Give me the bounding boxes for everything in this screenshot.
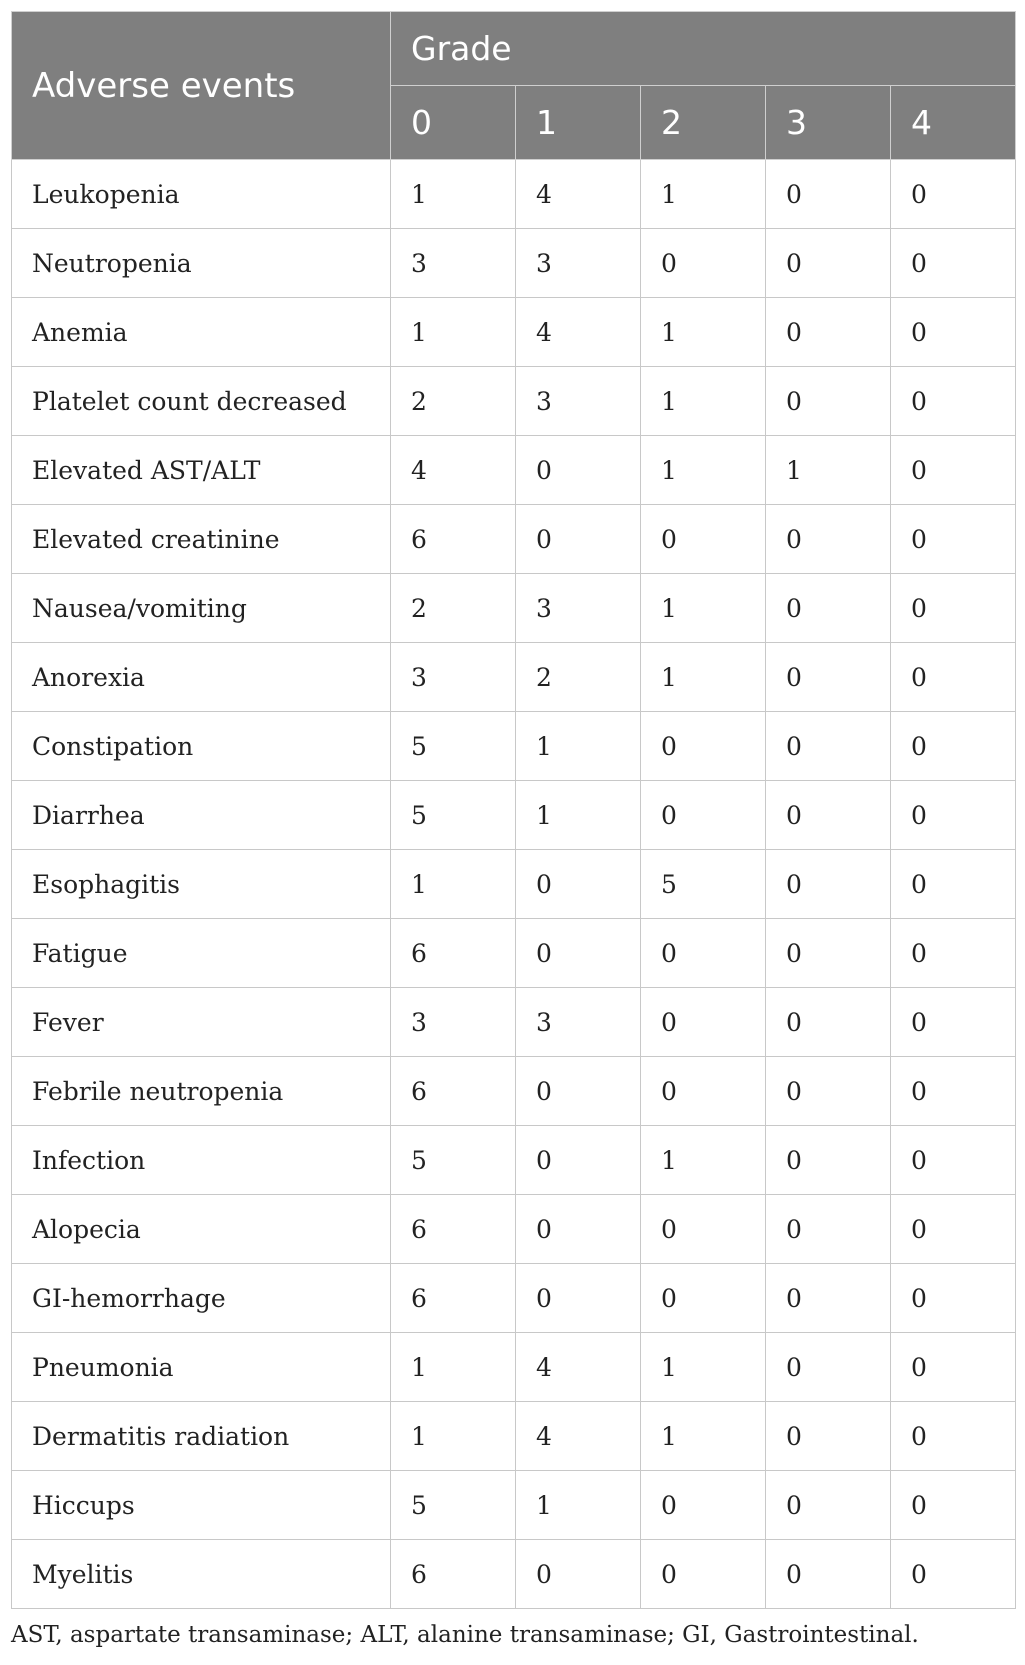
table-row [12, 1057, 1016, 1126]
adverse-event-name: GI-hemorrhage [12, 1264, 391, 1333]
grade-3-count: 0 [766, 298, 891, 367]
adverse-event-name: Esophagitis [12, 850, 391, 919]
grade-2-count: 0 [641, 919, 766, 988]
adverse-events-table-container [11, 11, 1015, 1609]
grade-4-count: 0 [891, 436, 1016, 505]
grade-3-count: 0 [766, 781, 891, 850]
grade-2-count: 1 [641, 298, 766, 367]
adverse-event-name: Leukopenia [12, 160, 391, 229]
adverse-event-name: Platelet count decreased [12, 367, 391, 436]
grade-0-count: 2 [391, 574, 516, 643]
grade-1-count: 4 [516, 1333, 641, 1402]
adverse-event-name: Diarrhea [12, 781, 391, 850]
grade-4-count: 0 [891, 712, 1016, 781]
grade-0-count: 6 [391, 1264, 516, 1333]
grade-4-count: 0 [891, 1333, 1016, 1402]
grade-2-count: 1 [641, 574, 766, 643]
grade-3-count: 0 [766, 574, 891, 643]
adverse-event-name: Infection [12, 1126, 391, 1195]
table-row [12, 505, 1016, 574]
grade-3-count: 0 [766, 1402, 891, 1471]
adverse-events-column-header: Adverse events [12, 12, 391, 160]
table-header [12, 12, 1016, 160]
grade-3-count: 0 [766, 988, 891, 1057]
table-body [12, 160, 1016, 1609]
grade-0-count: 3 [391, 229, 516, 298]
grade-3-count: 0 [766, 850, 891, 919]
grade-3-count: 0 [766, 643, 891, 712]
grade-1-count: 0 [516, 505, 641, 574]
table-row [12, 160, 1016, 229]
grade-2-count: 0 [641, 712, 766, 781]
adverse-events-table [11, 11, 1016, 1609]
grade-3-count: 0 [766, 1126, 891, 1195]
grade-4-count: 0 [891, 1471, 1016, 1540]
table-row [12, 1402, 1016, 1471]
grade-2-count: 0 [641, 505, 766, 574]
grade-2-count: 0 [641, 1057, 766, 1126]
grade-1-count: 0 [516, 919, 641, 988]
adverse-event-name: Myelitis [12, 1540, 391, 1609]
grade-4-count: 0 [891, 1126, 1016, 1195]
grade-1-count: 1 [516, 712, 641, 781]
grade-3-count: 0 [766, 1057, 891, 1126]
grade-2-header: 2 [641, 86, 766, 160]
adverse-event-name: Anorexia [12, 643, 391, 712]
grade-1-count: 1 [516, 781, 641, 850]
table-row [12, 712, 1016, 781]
grade-1-count: 4 [516, 160, 641, 229]
grade-0-count: 1 [391, 160, 516, 229]
grade-4-count: 0 [891, 160, 1016, 229]
grade-1-count: 0 [516, 1126, 641, 1195]
grade-4-header: 4 [891, 86, 1016, 160]
grade-2-count: 0 [641, 1471, 766, 1540]
table-row [12, 229, 1016, 298]
grade-3-count: 0 [766, 1471, 891, 1540]
grade-3-header: 3 [766, 86, 891, 160]
grade-2-count: 5 [641, 850, 766, 919]
grade-2-count: 0 [641, 781, 766, 850]
table-row [12, 1264, 1016, 1333]
grade-1-count: 3 [516, 988, 641, 1057]
grade-1-count: 0 [516, 850, 641, 919]
grade-4-count: 0 [891, 643, 1016, 712]
grade-4-count: 0 [891, 298, 1016, 367]
grade-0-count: 6 [391, 1540, 516, 1609]
grade-4-count: 0 [891, 1402, 1016, 1471]
table-row [12, 1195, 1016, 1264]
grade-4-count: 0 [891, 919, 1016, 988]
grade-0-count: 5 [391, 1471, 516, 1540]
adverse-event-name: Pneumonia [12, 1333, 391, 1402]
grade-0-header: 0 [391, 86, 516, 160]
grade-1-count: 0 [516, 436, 641, 505]
grade-1-count: 0 [516, 1057, 641, 1126]
table-row [12, 919, 1016, 988]
adverse-event-name: Fever [12, 988, 391, 1057]
table-row [12, 1126, 1016, 1195]
grade-4-count: 0 [891, 1057, 1016, 1126]
grade-1-count: 0 [516, 1195, 641, 1264]
grade-2-count: 0 [641, 1195, 766, 1264]
grade-0-count: 1 [391, 1402, 516, 1471]
table-row [12, 988, 1016, 1057]
grade-4-count: 0 [891, 988, 1016, 1057]
grade-group-header: Grade [391, 12, 1016, 86]
grade-1-count: 3 [516, 229, 641, 298]
grade-0-count: 5 [391, 781, 516, 850]
grade-1-count: 3 [516, 574, 641, 643]
table-row [12, 850, 1016, 919]
grade-0-count: 6 [391, 1195, 516, 1264]
adverse-event-name: Dermatitis radiation [12, 1402, 391, 1471]
table-row [12, 367, 1016, 436]
grade-1-count: 2 [516, 643, 641, 712]
grade-0-count: 3 [391, 988, 516, 1057]
grade-4-count: 0 [891, 781, 1016, 850]
grade-1-count: 4 [516, 298, 641, 367]
grade-3-count: 1 [766, 436, 891, 505]
grade-3-count: 0 [766, 229, 891, 298]
grade-2-count: 0 [641, 988, 766, 1057]
adverse-event-name: Constipation [12, 712, 391, 781]
grade-4-count: 0 [891, 1264, 1016, 1333]
adverse-event-name: Nausea/vomiting [12, 574, 391, 643]
grade-0-count: 6 [391, 1057, 516, 1126]
grade-3-count: 0 [766, 1540, 891, 1609]
grade-0-count: 5 [391, 1126, 516, 1195]
adverse-event-name: Alopecia [12, 1195, 391, 1264]
adverse-event-name: Elevated creatinine [12, 505, 391, 574]
grade-4-count: 0 [891, 1540, 1016, 1609]
adverse-event-name: Anemia [12, 298, 391, 367]
grade-3-count: 0 [766, 919, 891, 988]
grade-2-count: 1 [641, 160, 766, 229]
table-row [12, 781, 1016, 850]
table-row [12, 436, 1016, 505]
grade-2-count: 1 [641, 643, 766, 712]
grade-0-count: 1 [391, 850, 516, 919]
grade-0-count: 1 [391, 298, 516, 367]
table-row [12, 574, 1016, 643]
grade-3-count: 0 [766, 1195, 891, 1264]
adverse-event-name: Hiccups [12, 1471, 391, 1540]
grade-1-count: 4 [516, 1402, 641, 1471]
grade-4-count: 0 [891, 574, 1016, 643]
grade-2-count: 1 [641, 1402, 766, 1471]
grade-0-count: 6 [391, 919, 516, 988]
table-row [12, 298, 1016, 367]
grade-2-count: 1 [641, 1333, 766, 1402]
grade-3-count: 0 [766, 1264, 891, 1333]
grade-3-count: 0 [766, 1333, 891, 1402]
adverse-event-name: Febrile neutropenia [12, 1057, 391, 1126]
grade-0-count: 5 [391, 712, 516, 781]
adverse-event-name: Elevated AST/ALT [12, 436, 391, 505]
grade-0-count: 1 [391, 1333, 516, 1402]
grade-3-count: 0 [766, 367, 891, 436]
grade-3-count: 0 [766, 712, 891, 781]
grade-4-count: 0 [891, 229, 1016, 298]
grade-3-count: 0 [766, 160, 891, 229]
table-footnote: AST, aspartate transaminase; ALT, alanine transaminase; GI, Gastrointestinal. [11, 1622, 919, 1648]
grade-0-count: 2 [391, 367, 516, 436]
grade-0-count: 3 [391, 643, 516, 712]
grade-1-count: 1 [516, 1471, 641, 1540]
grade-1-count: 0 [516, 1264, 641, 1333]
grade-1-count: 3 [516, 367, 641, 436]
grade-4-count: 0 [891, 850, 1016, 919]
grade-2-count: 1 [641, 1126, 766, 1195]
grade-4-count: 0 [891, 1195, 1016, 1264]
grade-4-count: 0 [891, 367, 1016, 436]
table-row [12, 1471, 1016, 1540]
grade-2-count: 1 [641, 436, 766, 505]
table-row [12, 643, 1016, 712]
grade-0-count: 4 [391, 436, 516, 505]
grade-3-count: 0 [766, 505, 891, 574]
table-row [12, 1540, 1016, 1609]
table-row [12, 1333, 1016, 1402]
adverse-event-name: Fatigue [12, 919, 391, 988]
grade-1-header: 1 [516, 86, 641, 160]
adverse-event-name: Neutropenia [12, 229, 391, 298]
grade-2-count: 0 [641, 229, 766, 298]
grade-4-count: 0 [891, 505, 1016, 574]
grade-0-count: 6 [391, 505, 516, 574]
grade-2-count: 0 [641, 1540, 766, 1609]
grade-2-count: 1 [641, 367, 766, 436]
grade-1-count: 0 [516, 1540, 641, 1609]
grade-2-count: 0 [641, 1264, 766, 1333]
